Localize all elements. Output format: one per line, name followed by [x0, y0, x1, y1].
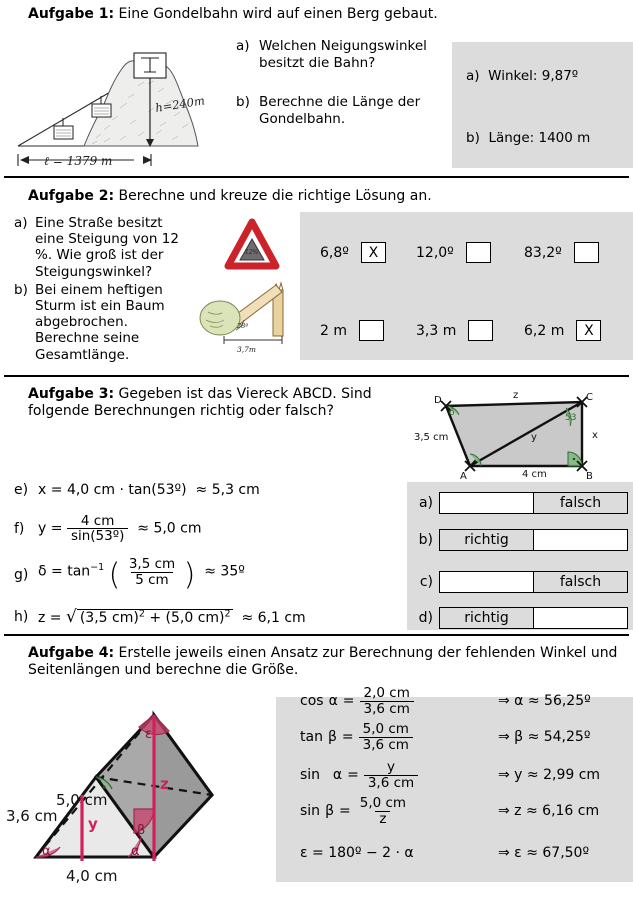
equation-expression: 4,0 cm · tan(53º): [66, 482, 187, 498]
option-3[interactable]: [524, 242, 599, 263]
equation-lhs: z: [38, 610, 46, 627]
sign-percent-label: 12%: [245, 249, 259, 256]
task-1-answer-a: [466, 68, 578, 84]
formula-variable: α: [332, 767, 343, 783]
mountain-length-label: ℓ = 1379 m: [44, 154, 113, 168]
answer-letter: b): [466, 130, 480, 146]
task-3-equation-e: [14, 482, 404, 498]
option-label: 12,0º: [416, 244, 454, 261]
question-letter: b): [236, 93, 250, 110]
label-angle-beta: β: [137, 823, 146, 838]
task-4-title: Erstelle jeweils einen Ansatz zur Berechnung der fehlenden Winkel und Seitenlängen und berechne die Größe.: [28, 645, 618, 679]
equation-letter: f): [14, 520, 25, 537]
answer-letter: a): [466, 68, 480, 84]
task-4-heading: [14, 645, 633, 679]
task-3-answer-row-d: [416, 607, 628, 629]
radicand-term-1: (3,5 cm): [79, 610, 139, 627]
option-checkbox[interactable]: [466, 242, 491, 263]
label-angle-epsilon: ε: [145, 727, 153, 742]
task-2-label: Aufgabe 2:: [28, 188, 115, 204]
divider-2: [4, 375, 629, 377]
option-2[interactable]: [416, 320, 524, 341]
question-letter: a): [236, 38, 250, 54]
answer-box-richtig[interactable]: [439, 492, 534, 514]
task-1-heading: [14, 6, 438, 22]
task-3-heading: [14, 386, 418, 420]
task-4-formula-panel: [276, 685, 633, 882]
equation-body: $\delta = \tan^{-1}$ ( $\frac{3,5 cm}{5 cm}$ ) ≈ 35º: [38, 556, 245, 594]
task-3-equation-h: [14, 607, 404, 627]
divider-1: [4, 176, 629, 178]
option-label: 2 m: [320, 322, 347, 339]
formula-lhs: ε = 180º − 2 · α: [300, 845, 414, 861]
answer-letter: a): [418, 495, 433, 511]
tree-base-label: 3,7m: [237, 345, 257, 354]
formula-result: ⇒ z ≈ 6,16 cm: [498, 803, 600, 819]
equation-letter: h): [14, 609, 29, 626]
answer-letter: b): [418, 532, 433, 548]
fraction-denominator: 3,6 cm: [360, 701, 414, 716]
broken-tree-sketch: [200, 283, 283, 354]
diagonal-y-label: y: [531, 432, 537, 443]
item-text: Eine Straße besitzt eine Steigung von 12 %. Wie groß ist der Steigungswinkel?: [35, 215, 179, 280]
option-checkbox[interactable]: [574, 242, 599, 263]
label-height-y: y: [88, 815, 98, 833]
quadrilateral-abcd: [414, 388, 633, 480]
task-1-answer-panel: [452, 42, 633, 168]
fraction-numerator: 5,0 cm: [362, 721, 409, 738]
item-text: Bei einem heftigen Sturm ist ein Baum abgebrochen. Berechne seine Gesamtlänge.: [35, 281, 165, 363]
task-2-item-list: [14, 215, 194, 365]
formula-result: ⇒ y ≈ 2,99 cm: [498, 767, 601, 783]
answer-box-falsch[interactable]: [533, 607, 628, 629]
formula-lhs: sin α = $\frac{y}{3,6 cm}$: [300, 760, 418, 789]
answer-letter: c): [419, 574, 433, 590]
task-3-label: Aufgabe 3:: [28, 386, 115, 402]
task-2-item-a: [14, 215, 194, 280]
task-3-equation-list: [14, 482, 404, 637]
formula-lhs: cos α = $\frac{2,0 cm}{3,6 cm}$: [300, 686, 414, 715]
equation-result: 5,0 cm: [153, 520, 202, 537]
formula-result: ⇒ α ≈ 56,25º: [498, 693, 591, 709]
task-2-heading: [14, 188, 432, 204]
divider-3: [4, 634, 629, 636]
triangular-prism-pyramid: [6, 693, 270, 885]
option-1[interactable]: [320, 320, 416, 341]
equation-letter: g): [14, 567, 29, 584]
task-1-answer-b: [466, 130, 590, 146]
option-checkbox[interactable]: X: [361, 242, 386, 263]
task-3-answer-row-c: [416, 571, 628, 593]
mountain-height-label: h=240m: [154, 93, 206, 115]
equation-function: tan: [67, 564, 91, 581]
fraction-denominator: z: [375, 811, 390, 826]
option-label: 6,8º: [320, 244, 349, 261]
task-1-label: Aufgabe 1:: [28, 6, 115, 22]
option-checkbox[interactable]: [359, 320, 384, 341]
fraction-denominator: 3,6 cm: [364, 775, 418, 790]
tree-angle-label: 28º: [237, 322, 249, 330]
side-z-label: z: [513, 390, 519, 401]
fraction-numerator: 3,5 cm: [128, 556, 176, 573]
angle-d-label: δ: [449, 408, 455, 418]
answer-text: Winkel: 9,87º: [488, 68, 579, 84]
item-letter: a): [14, 215, 28, 231]
label-left-36cm: 3,6 cm: [6, 807, 58, 825]
label-slant-5cm: 5,0 cm: [56, 791, 108, 809]
equation-body: z = √ (3,5 cm)$^2$ + (5,0 cm)$^2$ ≈ 6,1 cm: [38, 607, 306, 628]
vertex-b-label: B: [586, 471, 593, 480]
equation-exponent: −1: [90, 562, 105, 574]
option-label: 3,3 m: [416, 322, 457, 339]
label-height-z: z: [160, 775, 169, 793]
option-2[interactable]: [416, 242, 524, 263]
task-3-equation-f: [14, 514, 404, 543]
task-1-question-a: [236, 38, 442, 72]
label-angle-alpha-left: α: [42, 844, 51, 859]
equation-lhs: y: [38, 520, 47, 537]
equation-body: x = 4,0 cm · tan(53º) ≈ 5,3 cm: [38, 482, 260, 498]
warning-triangle-sign: [228, 222, 276, 266]
gondola-mountain-sketch: [8, 40, 230, 168]
fraction: [125, 557, 179, 586]
side-da-label: 3,5 cm: [414, 432, 449, 443]
item-letter: b): [14, 281, 28, 298]
task-2-option-row-b: [320, 320, 620, 341]
task-2-option-row-a: [320, 242, 620, 263]
answer-box-falsch[interactable]: falsch: [533, 571, 628, 593]
answer-box-richtig[interactable]: richtig: [439, 607, 534, 629]
fraction-denominator: 5 cm: [131, 572, 172, 587]
formula-function: tan: [300, 729, 323, 745]
answer-text: Länge: 1400 m: [488, 130, 591, 146]
fraction-numerator: 4 cm: [80, 513, 115, 529]
answer-box-falsch[interactable]: falsch: [533, 492, 628, 514]
vertex-a-label: A: [460, 471, 467, 480]
formula-lhs: sin β = $\frac{5,0 cm}{z}$: [300, 796, 410, 825]
equation-result: 5,3 cm: [211, 482, 260, 498]
answer-box-richtig[interactable]: [439, 571, 534, 593]
formula-variable: α: [328, 693, 338, 709]
task-3-answer-row-b: [416, 529, 628, 551]
task-2-item-b: [14, 282, 194, 363]
formula-lhs: tan β = $\frac{5,0 cm}{3,6 cm}$: [300, 722, 413, 751]
fraction: [356, 796, 410, 825]
answer-box-richtig[interactable]: richtig: [439, 529, 534, 551]
radicand-term-2: (5,0 cm): [165, 610, 225, 627]
equation-letter: e): [14, 482, 29, 498]
equation-body: y = $\frac{4 cm}{\text{sin(53º)}}$ ≈ 5,0 cm: [38, 513, 202, 545]
task-3-equation-g: [14, 557, 404, 593]
task-3-answer-row-a: [416, 492, 628, 514]
task-1-question-list: [236, 38, 442, 150]
formula-result: ⇒ β ≈ 54,25º: [498, 729, 591, 745]
side-x-label: x: [592, 430, 598, 441]
question-text: Welchen Neigungswinkel besitzt die Bahn?: [259, 38, 427, 71]
label-base-40cm: 4,0 cm: [66, 867, 118, 885]
task-3-title: Gegeben ist das Viereck ABCD. Sind folgende Berechnungen richtig oder falsch?: [28, 386, 372, 419]
formula-function: sin: [300, 767, 321, 783]
task-3-answer-panel: [407, 482, 633, 630]
task-2-title: Berechne und kreuze die richtige Lösung an.: [118, 188, 432, 204]
fraction: [360, 686, 414, 715]
vertex-d-label: D: [434, 395, 442, 406]
formula-function: cos: [300, 693, 324, 709]
equation-result: 35º: [220, 564, 245, 581]
fraction-denominator: 3,6 cm: [359, 737, 413, 752]
task-2-figures: [190, 212, 300, 360]
fraction: [359, 722, 413, 751]
fraction-numerator: 5,0 cm: [359, 795, 407, 812]
equation-result: 6,1 cm: [257, 610, 306, 627]
equation-lhs: δ: [38, 564, 47, 581]
option-checkbox[interactable]: X: [576, 320, 601, 341]
fraction-denominator: sin(53º): [67, 528, 128, 543]
option-label: 83,2º: [524, 244, 562, 261]
fraction: [364, 760, 418, 789]
formula-function: sin: [300, 803, 321, 819]
fraction-numerator: 2,0 cm: [363, 685, 410, 702]
question-text: Berechne die Länge der Gondelbahn.: [259, 93, 421, 127]
angle-c-label: 53: [565, 413, 577, 423]
fraction: [67, 514, 128, 543]
task-1-title: Eine Gondelbahn wird auf einen Berg gebaut.: [118, 6, 438, 22]
task-1-question-b: [236, 94, 442, 128]
vertex-c-label: C: [586, 392, 593, 403]
task-2-answer-panel: [300, 212, 633, 360]
fraction-numerator: y: [387, 759, 395, 776]
option-label: 6,2 m: [524, 322, 565, 339]
label-angle-alpha-right: α: [131, 844, 140, 859]
answer-letter: d): [418, 610, 433, 626]
side-ab-label: 4 cm: [522, 469, 547, 480]
option-1[interactable]: [320, 242, 416, 263]
option-checkbox[interactable]: [468, 320, 493, 341]
formula-variable: β: [327, 729, 337, 745]
equation-lhs: x: [38, 482, 47, 498]
formula-variable: β: [325, 803, 334, 819]
option-3[interactable]: [524, 320, 601, 341]
task-4-label: Aufgabe 4:: [28, 645, 115, 661]
formula-result: ⇒ ε ≈ 67,50º: [498, 845, 590, 861]
radicand: (3,5 cm)$^2$ + (5,0 cm)$^2$: [77, 609, 233, 626]
answer-box-falsch[interactable]: [533, 529, 628, 551]
